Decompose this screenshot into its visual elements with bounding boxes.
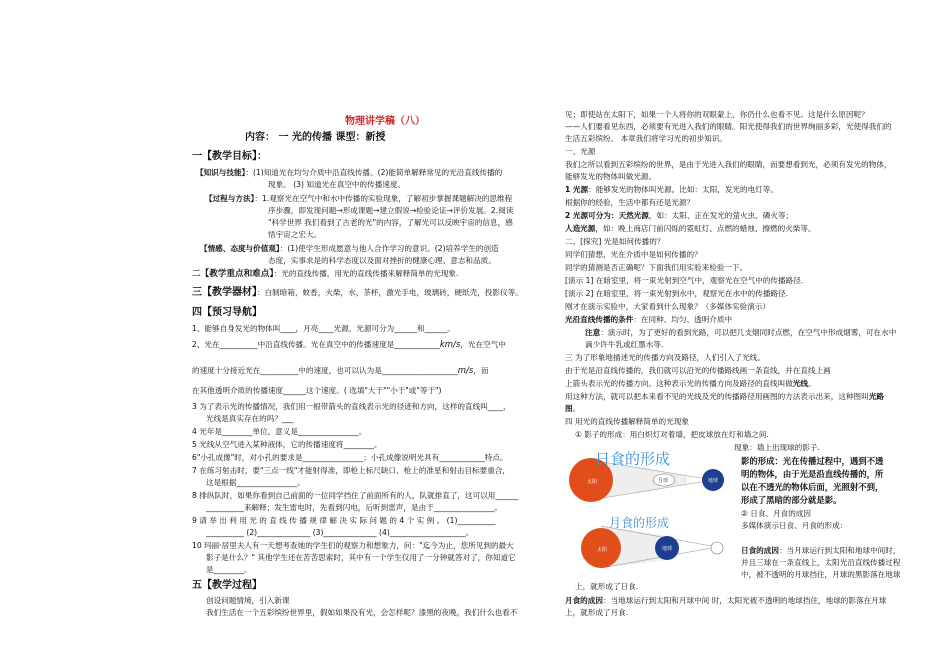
r-para-9: 人造光源，如：晚上商店门前闪烁的霓虹灯、点燃的蜡烛、擦燃的火柴等。 xyxy=(565,224,816,233)
r-para-3: 生活五彩缤纷。 本章我们将学习光的初步知识。 xyxy=(565,134,727,143)
question-7: 7 在练习射击时，要"三点一线"才能射得准，即枪上标尺缺口、枪上的准星和射击目标要重合， xyxy=(192,466,510,475)
process-line-2: 我们生活在一个五彩缤纷世界里，假如如果没有光，会怎样呢？漆黑的夜晚，我们什么也看不 xyxy=(206,608,518,617)
question-2-end: 在其他透明介质的传播速度______这个速度。( 选填"大于""小于"或"等于") xyxy=(192,386,442,395)
question-4: 4 光年是________单位，意义是________________。 xyxy=(192,427,367,436)
goal-knowledge: 【知识与技能】：(1)知道光在均匀介质中沿直线传播。(2)能简单解释常见的光沿直线传播的 xyxy=(196,168,503,177)
lunar-cause: 月食的成因：当地球运行到太阳和月球中间 时，太阳光被不透明的地球挡住，地球的影落在月球 xyxy=(565,596,887,605)
r-para-6: 1 光源：能够发光的物体叫光源。比如：太阳，发光的电灯等。 xyxy=(565,185,778,194)
r-shadow-intro: ① 影子的形成：用白炽灯对着墙，把皮球放在灯和墙之间. xyxy=(575,430,769,439)
r-para-15: 光沿直线传播的条件：在同种、均匀、透明介质中 xyxy=(565,315,733,324)
lunar-moon-shape xyxy=(711,542,723,554)
r-eclipse-heading: ② 日食、月食的成因 xyxy=(741,509,811,518)
r-section-1: 一、光源 xyxy=(565,147,596,156)
goals-heading: 一【教学目标】： xyxy=(192,151,267,162)
lunar-earth-label: 地球 xyxy=(662,546,673,552)
question-3: 3 为了表示光的传播情况，我们用一根带箭头的直线表示光的径迹和方向，这样的直线叫____， xyxy=(192,402,511,411)
r-para-10: 同学们猜想，光在介质中是如何传播的？ xyxy=(565,250,702,259)
lunar-eclipse-title: 月食的形成 xyxy=(609,516,670,530)
solar-cause-3: 中，被不透明的月球挡住，月球的黑影落在地球 xyxy=(741,570,901,579)
process-heading: 五【教学过程】 xyxy=(192,580,262,591)
question-10-end: 是________。 xyxy=(206,565,252,574)
r-para-7: 根据你的经验，生活中都有还是光源？ xyxy=(565,198,695,207)
goal-process-2: 序步骤，即发现问题→形成课题→建立假说→检验论证→评价发展。2.阅读 xyxy=(268,206,514,215)
r-demo-1: [演示 1] 在暗室里，将一束光射到空气中，观察光在空气中的传播路径. xyxy=(565,276,804,285)
question-9-cont: __________ (2)______________ (3)______________ (4)____________________。 xyxy=(206,528,474,537)
goal-emotion-2: 态度，实事求是的科学态度以及面对挫折的健康心理、意志和品质。 xyxy=(268,256,496,265)
r-para-2: ——人们要看见东西，必须要有光进入我们的眼睛。阳光使得我们的世界绚丽多彩，光使得我们的 xyxy=(565,122,892,131)
r-para-1: 见；即使站在太阳下，如果一个人将你的双眼蒙上，你仍什么也看不见。这是什么原因呢？ xyxy=(565,110,869,119)
r-para-20: 用这种方法，就可以把本来看不见的光线及光的传播路径用画图的方法表示出来，这种图叫光路 xyxy=(565,392,884,401)
r-para-4: 我们之所以看到五彩缤纷的世界，是由于光进入我们的眼睛，而要想看到光，必须有发光的物体， xyxy=(565,160,892,169)
process-line-1: 创设问题情境，引入新课 xyxy=(206,596,290,605)
question-10: 10 玛丽·居里夫人有一天想考查她的学生们的观察力和想象力，问："迄今为止，您所见到的最大 xyxy=(192,541,514,550)
sun-label: 太阳 xyxy=(587,479,598,485)
solar-cause-4: 上，就形成了日食. xyxy=(575,582,639,591)
r-section-4: 四 用光的直线传播解释简单的光现象 xyxy=(565,417,689,426)
materials-section: 三【教学器材】：白制暗箱，蚊香，火柴，水，茶杯，激光手电，玻璃砖，硬纸壳，投影仪等。 xyxy=(192,287,523,298)
solar-eclipse-title: 日食的形成 xyxy=(595,450,671,468)
r-shadow-phenomenon: 现象：墙上出现球的影子. xyxy=(734,443,820,452)
moon-label: 月球 xyxy=(658,478,669,484)
question-8: 8 排纵队时，如果你看到自己前面的一位同学挡住了前面所有的人，队就排直了，这可以用______ xyxy=(192,491,519,500)
r-para-19: 上箭头表示光的传播方向。这种表示光的传播方向及路径的直线叫做光线。 xyxy=(565,379,816,388)
shadow-explanation: 影的形成：光在传播过程中，遇到不透 明的物体，由于光是沿直线传播的，所 以在不透光的物体后面，光照射不到， 形成了黑暗的部分就是影。 xyxy=(741,456,884,505)
goal-process: 【过程与方法】：1.观察光在空气中和水中传播的实验现象，了解初步掌握课题解决的思维程 xyxy=(205,194,513,203)
page-subtitle: 内容： 一 光的传播 课型：新授 xyxy=(245,132,386,143)
question-5: 5 光线从空气进入某种液体，它的传播速度将________。 xyxy=(192,440,382,449)
solar-cause: 日食的成因：当月球运行到太阳和地球中间时， xyxy=(741,546,901,555)
goal-process-4: 悟宇宙之宏大。 xyxy=(268,230,322,239)
question-1: 1、能够自身发光的物体叫____，月亮____光源，光源可分为______和______。 xyxy=(192,324,456,333)
r-eclipse-demo: 多媒体演示日食、月食的形成： xyxy=(741,521,848,530)
lunar-cause-2: 上，就形成了月食. xyxy=(565,608,629,617)
lunar-sun-label: 太阳 xyxy=(597,547,608,553)
r-para-11: 同学的猜测是否正确呢？下面我们用实验来检验一下。 xyxy=(565,263,748,272)
question-8-cont: __________来解释；发生雷电时，先看到闪电，后听到雷声，是由于________________。 xyxy=(206,503,503,512)
focus-section: 二【教学重点和难点】：光的直线传播，用光的直线传播来解释简单的光现象. xyxy=(192,269,459,279)
question-9: 9 请 举 出 利 用 光 的 直 线 传 播 规 律 解 决 实 际 问 题 的 4 个 实 例 。 (1)__________ xyxy=(192,516,496,525)
earth-label: 地球 xyxy=(708,478,719,484)
r-para-18: 由于光是沿直线传播的，我们就可以沿光的传播路线画一条直线，并在直线上画 xyxy=(565,366,831,375)
r-note-cont: 滴少许牛乳或红墨水等. xyxy=(585,340,664,349)
question-2: 2、光在__________中沿直线传播。光在真空中的传播速度是____________km/s，光在空气中 xyxy=(192,340,506,350)
question-2-cont: 的速度十分接近光在__________中的速度，也可以认为是____________________m/s，而 xyxy=(192,366,489,376)
goal-process-3: "科学世界 我们看到了古老的光"的内容，了解光可以反映宇宙的信息，感 xyxy=(268,218,513,227)
lunar-eclipse-diagram xyxy=(567,512,735,576)
goal-knowledge-2: 现象。 (3) 知道光在真空中的传播速度。 xyxy=(268,180,406,189)
r-section-3: 三 为了形象地描述光的传播方向及路径，人们引入了光线。 xyxy=(565,353,765,362)
question-10-cont: 影子是什么？" 其他学生还在苦苦思索时，其中有一个学生仅用了一分钟就答对了，你知道它 xyxy=(206,553,516,562)
solar-cause-2: 并且三球在一条直线上，太阳光沿直线传播过程 xyxy=(741,558,901,567)
question-6: 6"小孔成像"时，对小孔的要求是________________；小孔成像说明光具有____________特点。 xyxy=(192,453,508,462)
r-section-2: 二、[探究] 光是如何传播的？ xyxy=(565,237,665,246)
solar-eclipse-diagram xyxy=(567,442,735,518)
question-3-cont: 光线是真实存在的吗？___ xyxy=(206,414,294,423)
r-demo-2: [演示 2] 在暗室里，将一束光射到水中，观察光在水中的传播路径. xyxy=(565,289,789,298)
page-title: 物理讲学稿（八） xyxy=(345,116,425,127)
r-para-14: 刚才在演示实验中，大家看到什么现象？（多媒体实验演示） xyxy=(565,302,771,311)
r-para-8: 2 光源可分为：天然光源，如：太阳、正在发光的萤火虫、磷火等； xyxy=(565,211,794,220)
question-7-cont: 这是根据________________。 xyxy=(206,478,305,487)
goal-emotion: 【情感、态度与价值观】：(1)使学生形成愿意与他人合作学习的意识。(2)培养学生的创造 xyxy=(200,244,499,253)
r-para-21: 图。 xyxy=(565,404,581,413)
r-para-5: 能够发光的物体叫做光源。 xyxy=(565,172,657,181)
preview-heading: 四【预习导航】 xyxy=(192,307,262,318)
r-note: 注意：演示时，为了更好的看到光路，可以把几支烟同时点燃，在空气中形成烟雾，可在水中 xyxy=(585,328,897,337)
